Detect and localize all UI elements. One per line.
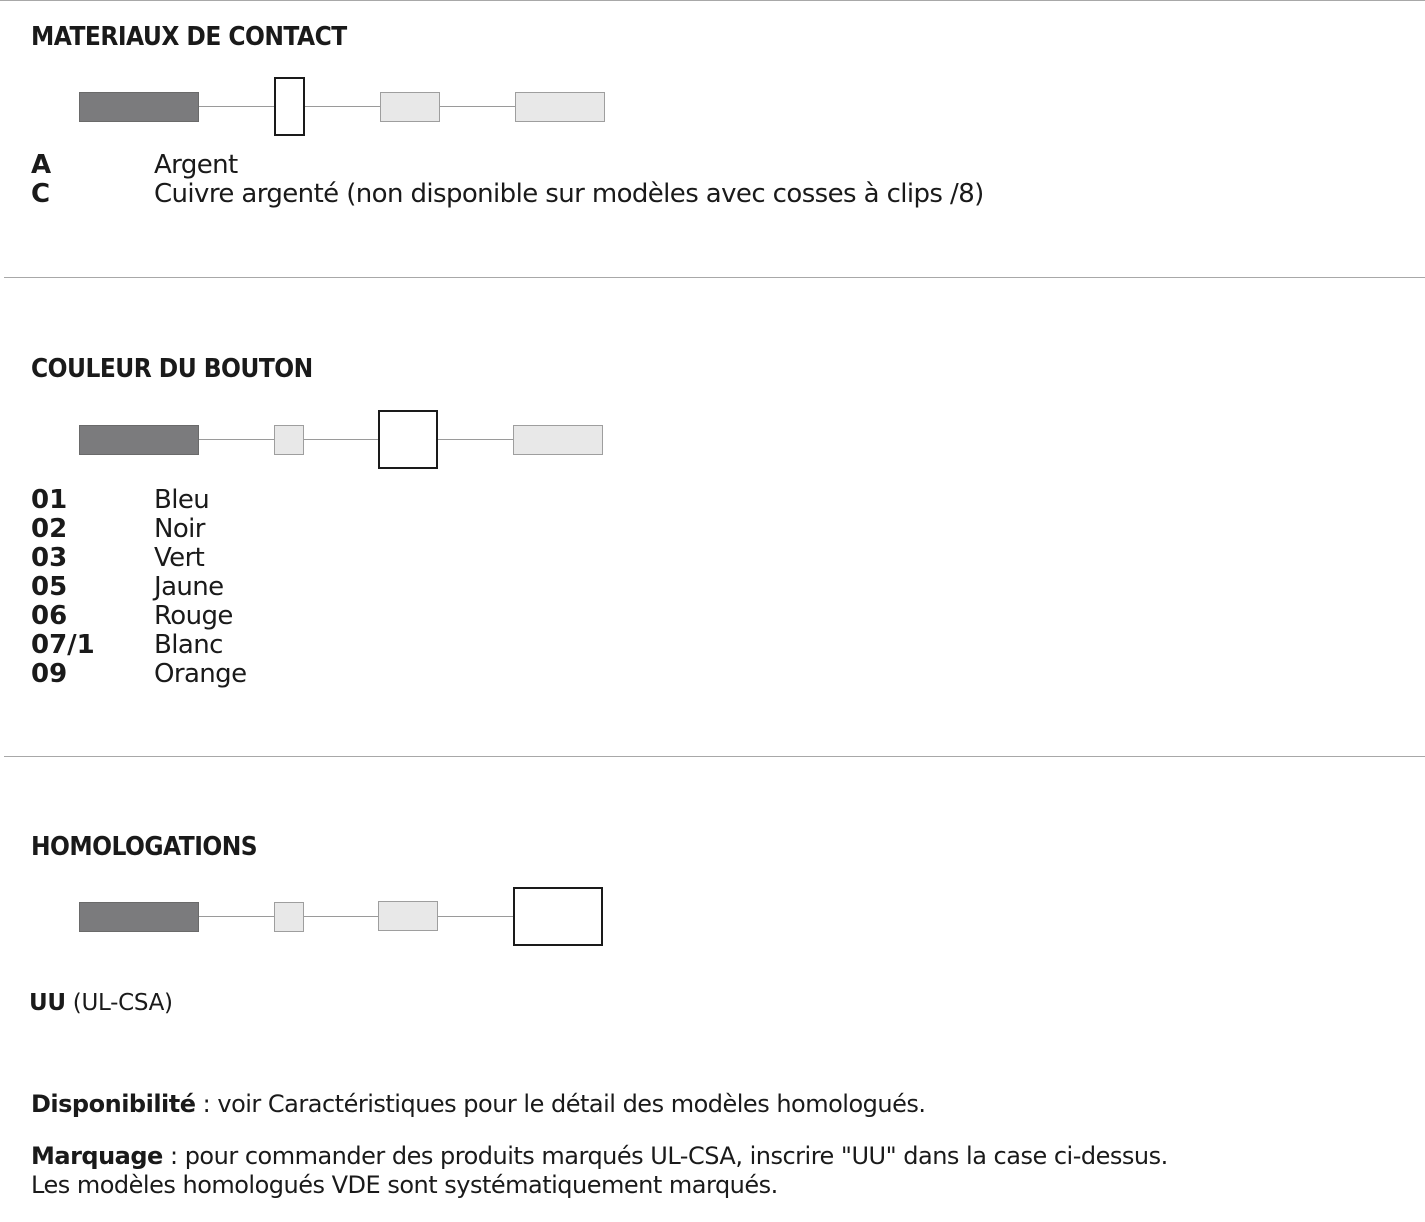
diagram-line [198,916,514,917]
code-segment-homologation [513,425,603,455]
option-label: Noir [154,514,205,544]
note-availability-text: : voir Caractéristiques pour le détail des modèles homologués. [195,1090,926,1118]
option-label: Orange [154,659,247,689]
section-divider [4,756,1425,757]
option-code: C [31,179,51,209]
option-label: Argent [154,150,238,180]
homologation-option [29,988,173,1018]
option-label: Vert [154,543,205,573]
code-segment-base [79,902,199,932]
option-label: Bleu [154,485,210,515]
code-segment-color [378,901,438,931]
code-diagram-contact [0,72,640,142]
note-marking-line2: Les modèles homologués VDE sont systématiquement marqués. [31,1171,778,1199]
option-code: 09 [31,659,68,689]
section-divider [4,277,1425,278]
section-title-homologations: HOMOLOGATIONS [31,832,258,862]
code-diagram-homologations [0,882,640,952]
code-segment-contact [274,902,304,932]
code-segment-homologation [515,92,605,122]
option-code: 01 [31,485,68,515]
code-diagram-color [0,405,640,475]
code-segment-color [380,92,440,122]
option-label: Rouge [154,601,233,631]
code-segment-contact [274,425,304,455]
top-rule [0,0,1425,1]
option-label: Cuivre argenté (non disponible sur modèles avec cosses à clips /8) [154,179,984,209]
code-segment-base [79,425,199,455]
option-label: Blanc [154,630,223,660]
note-marking [31,1142,1168,1171]
note-marking-text: : pour commander des produits marqués UL-CSA, inscrire "UU" dans la case ci-dessus. [162,1142,1168,1170]
code-segment-homologation-active [513,887,603,946]
option-code: 06 [31,601,68,631]
note-availability-label: Disponibilité [31,1090,196,1118]
code-segment-contact-active [274,77,305,136]
note-availability [31,1090,925,1119]
option-code: A [31,150,52,180]
note-marking-label: Marquage [31,1142,163,1170]
option-label: (UL-CSA) [72,990,173,1016]
section-title-color: COULEUR DU BOUTON [31,354,313,384]
code-segment-base [79,92,199,122]
option-code: 05 [31,572,68,602]
option-code: 07/1 [31,630,95,660]
code-segment-color-active [378,410,438,469]
option-code: UU [29,990,66,1016]
option-label: Jaune [154,572,224,602]
option-code: 03 [31,543,68,573]
option-code: 02 [31,514,68,544]
section-title-contact: MATERIAUX DE CONTACT [31,22,347,52]
